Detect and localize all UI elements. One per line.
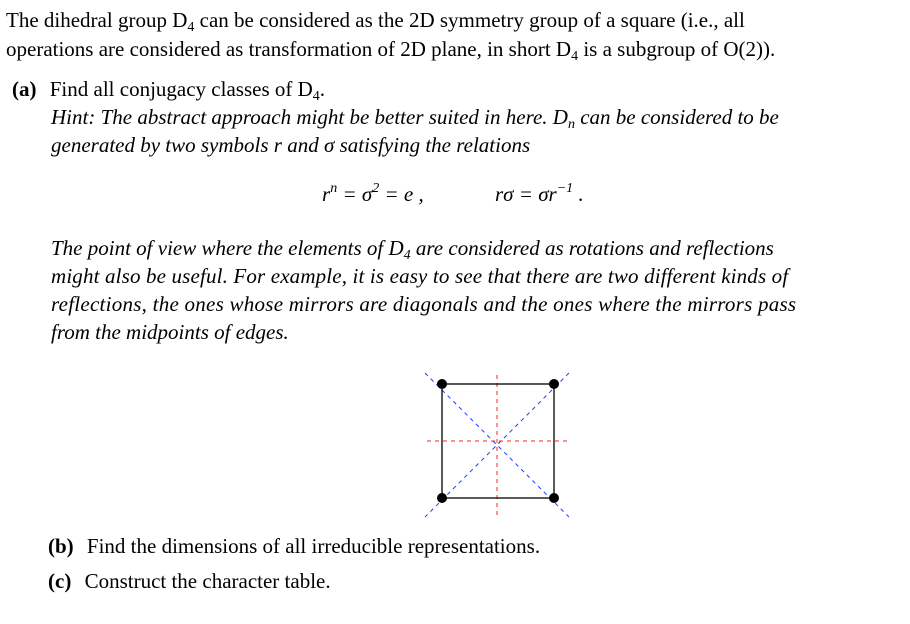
vertex bbox=[549, 379, 559, 389]
part-a-label: (a) bbox=[12, 77, 37, 101]
para-line-2: might also be useful. For example, it is easy to see that there are two different kinds of bbox=[51, 264, 789, 288]
square bbox=[442, 384, 554, 498]
intro-text: can be considered as the 2D symmetry group of a square (i.e., all bbox=[194, 8, 745, 32]
part-a-heading bbox=[12, 77, 325, 102]
part-b bbox=[48, 534, 540, 559]
equation-commutation: $r\sigma = \sigma r^{-1}$ . bbox=[495, 181, 584, 206]
vertex bbox=[437, 379, 447, 389]
subscript: 4 bbox=[187, 20, 195, 35]
part-b-label: (b) bbox=[48, 534, 74, 558]
equation-relations: $r^n = \sigma^2 = e$ , bbox=[322, 181, 424, 206]
para-line-3: reflections, the ones whose mirrors are diagonals and the ones where the mirrors pass bbox=[51, 292, 797, 316]
part-a-question: Find all conjugacy classes of $D_4$. bbox=[49, 77, 326, 104]
part-c-question: Construct the character table. bbox=[84, 569, 331, 593]
intro-text: is a subgroup of O(2)). bbox=[578, 37, 776, 61]
intro-line-1 bbox=[6, 8, 878, 33]
part-b-question: Find the dimensions of all irreducible representations. bbox=[86, 534, 541, 558]
vertex bbox=[437, 493, 447, 503]
subscript: 4 bbox=[571, 49, 579, 64]
para-line-4: from the midpoints of edges. bbox=[51, 320, 289, 344]
para-line-1: The point of view where the elements of $D_4$ are considered as rotations and reflections bbox=[51, 236, 774, 263]
part-c bbox=[48, 569, 331, 594]
part-c-label: (c) bbox=[48, 569, 72, 593]
hint-line-2: generated by two symbols r and σ satisfying the relations bbox=[51, 133, 531, 157]
square-symmetry-figure bbox=[417, 365, 577, 525]
vertex bbox=[549, 493, 559, 503]
hint-line-1: Hint: The abstract approach might be better suited in here. $D_n$ can be considered to be bbox=[51, 105, 779, 132]
intro-line-2 bbox=[6, 37, 775, 62]
intro-text: operations are considered as transformation of 2D plane, in short D bbox=[6, 37, 572, 61]
intro-text: The dihedral group D bbox=[6, 8, 188, 32]
